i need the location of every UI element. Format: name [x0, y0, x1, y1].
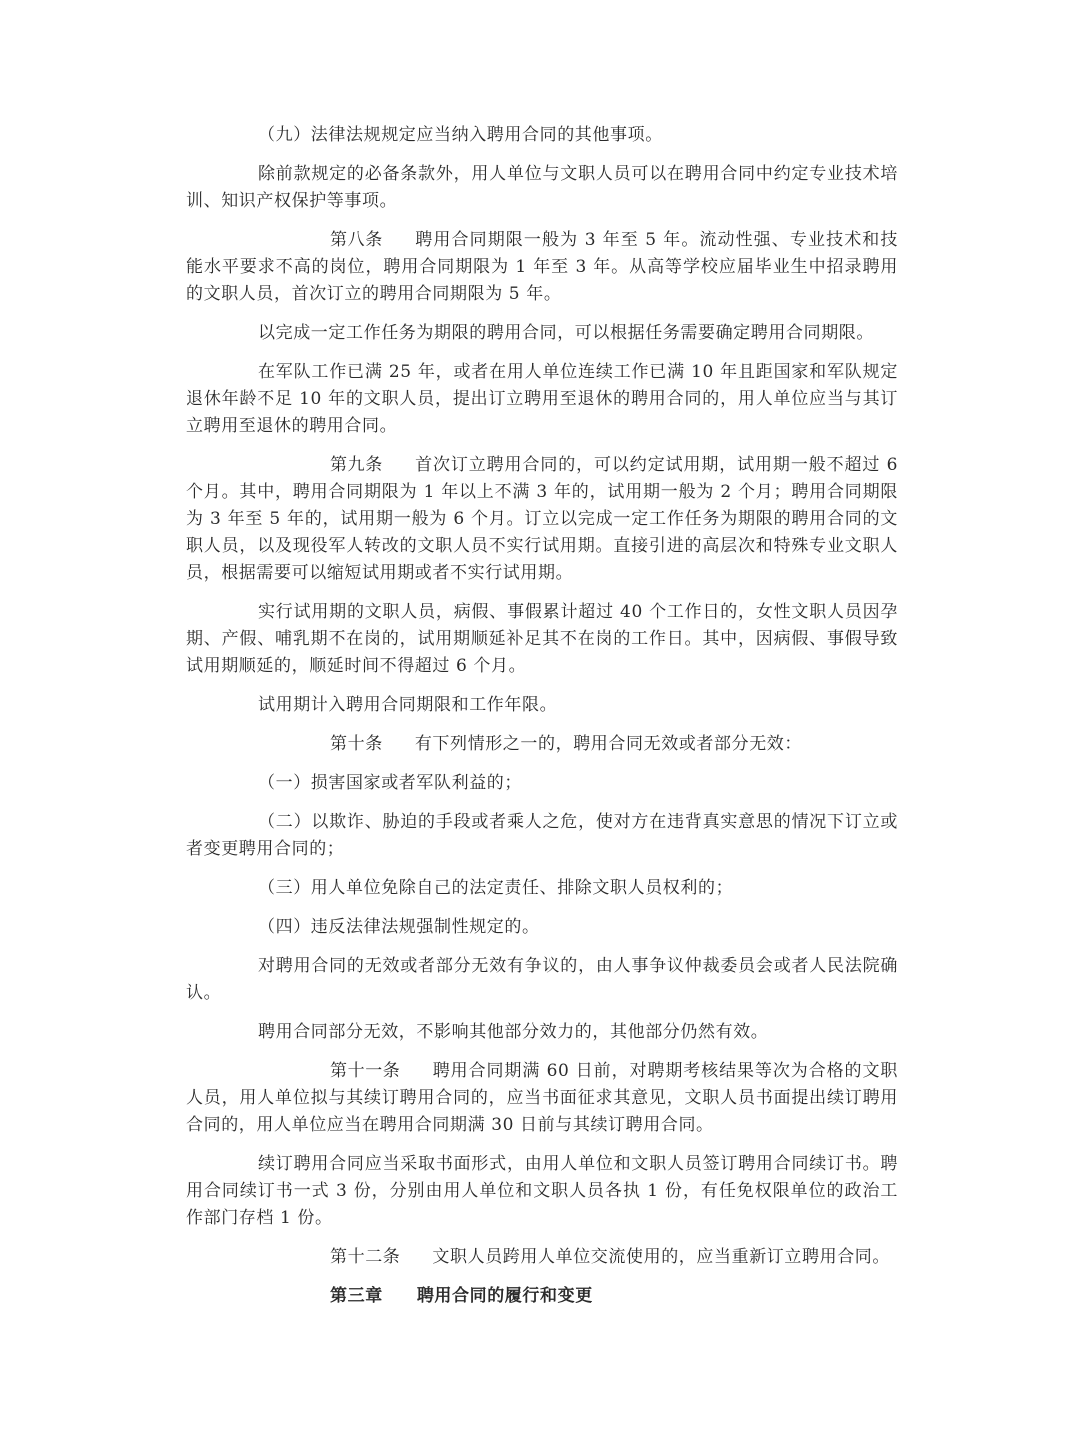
paragraph-partial-invalidity [186, 1019, 898, 1046]
paragraph-text: （一）损害国家或者军队利益的； [258, 773, 522, 793]
paragraph-text: 以完成一定工作任务为期限的聘用合同，可以根据任务需要确定聘用合同期限。 [258, 323, 874, 343]
chapter-label: 第三章 [330, 1286, 383, 1306]
list-item-3 [186, 875, 898, 902]
paragraph-text: 续订聘用合同应当采取书面形式，由用人单位和文职人员签订聘用合同续订书。聘用合同续订书一式 3 份，分别由用人单位和文职人员各执 1 份，有任免权限单位的政治工作部门存档 1 份。 [186, 1154, 898, 1228]
list-item-2 [186, 809, 898, 863]
paragraph-text: 聘用合同期限一般为 3 年至 5 年。流动性强、专业技术和技能水平要求不高的岗位，聘用合同期限为 1 年至 3 年。从高等学校应届毕业生中招录聘用的文职人员，首次订立的聘用合同期限为 5 年。 [186, 230, 898, 304]
list-item-4 [186, 914, 898, 941]
paragraph-text: 聘用合同部分无效，不影响其他部分效力的，其他部分仍然有效。 [258, 1022, 769, 1042]
paragraph-invalidity-dispute [186, 953, 898, 1007]
paragraph-text: 试用期计入聘用合同期限和工作年限。 [258, 695, 558, 715]
paragraph-retirement-contract [186, 359, 898, 440]
chapter-heading [186, 1283, 898, 1310]
paragraph-text: 有下列情形之一的，聘用合同无效或者部分无效： [414, 734, 803, 754]
article-12 [186, 1244, 898, 1271]
chapter-title: 聘用合同的履行和变更 [416, 1286, 593, 1306]
paragraph-text: 聘用合同期满 60 日前，对聘期考核结果等次为合格的文职人员，用人单位拟与其续订聘用合同的，应当书面征求其意见，文职人员书面提出续订聘用合同的，用人单位应当在聘用合同期满 30 日前与其续订聘用合同。 [186, 1061, 898, 1135]
paragraph-text: （二）以欺诈、胁迫的手段或者乘人之危，使对方在违背真实意思的情况下订立或者变更聘用合同的； [186, 812, 898, 859]
article-8 [186, 227, 898, 308]
paragraph-renewal-form [186, 1151, 898, 1232]
article-label: 第十二条 [330, 1247, 401, 1267]
paragraph-text: （九）法律法规规定应当纳入聘用合同的其他事项。 [258, 125, 663, 145]
document-page [186, 122, 898, 1322]
list-item-1 [186, 770, 898, 797]
paragraph-text: （四）违反法律法规强制性规定的。 [258, 917, 540, 937]
paragraph-probation-counted [186, 692, 898, 719]
paragraph-text: 实行试用期的文职人员，病假、事假累计超过 40 个工作日的，女性文职人员因孕期、产假、哺乳期不在岗的，试用期顺延补足其不在岗的工作日。其中，因病假、事假导致试用期顺延的，顺延时间不得超过 6 个月。 [186, 602, 898, 676]
paragraph-optional-terms [186, 161, 898, 215]
paragraph-item-9 [186, 122, 898, 149]
article-label: 第十条 [330, 734, 383, 754]
paragraph-text: （三）用人单位免除自己的法定责任、排除文职人员权利的； [258, 878, 734, 898]
article-label: 第十一条 [330, 1061, 401, 1081]
paragraph-task-term [186, 320, 898, 347]
paragraph-probation-extension [186, 599, 898, 680]
paragraph-text: 对聘用合同的无效或者部分无效有争议的，由人事争议仲裁委员会或者人民法院确认。 [186, 956, 898, 1003]
article-11 [186, 1058, 898, 1139]
paragraph-text: 文职人员跨用人单位交流使用的，应当重新订立聘用合同。 [432, 1247, 891, 1267]
article-label: 第九条 [330, 455, 383, 475]
article-9 [186, 452, 898, 587]
paragraph-text: 在军队工作已满 25 年，或者在用人单位连续工作已满 10 年且距国家和军队规定退休年龄不足 10 年的文职人员，提出订立聘用至退休的聘用合同的，用人单位应当与其订立聘用至退休的聘用合同。 [186, 362, 898, 436]
article-label: 第八条 [330, 230, 383, 250]
paragraph-text: 除前款规定的必备条款外，用人单位与文职人员可以在聘用合同中约定专业技术培训、知识产权保护等事项。 [186, 164, 898, 211]
article-10 [186, 731, 898, 758]
paragraph-text: 首次订立聘用合同的，可以约定试用期，试用期一般不超过 6 个月。其中，聘用合同期限为 1 年以上不满 3 年的，试用期一般为 2 个月；聘用合同期限为 3 年至 5 年的，试用期一般为 6 个月。订立以完成一定工作任务为期限的聘用合同的文职人员，以及现役军人转改的文职人员不实行试用期。直接引进的高层次和特殊专业文职人员，根据需要可以缩短试用期或者不实行试用期。 [186, 455, 898, 583]
